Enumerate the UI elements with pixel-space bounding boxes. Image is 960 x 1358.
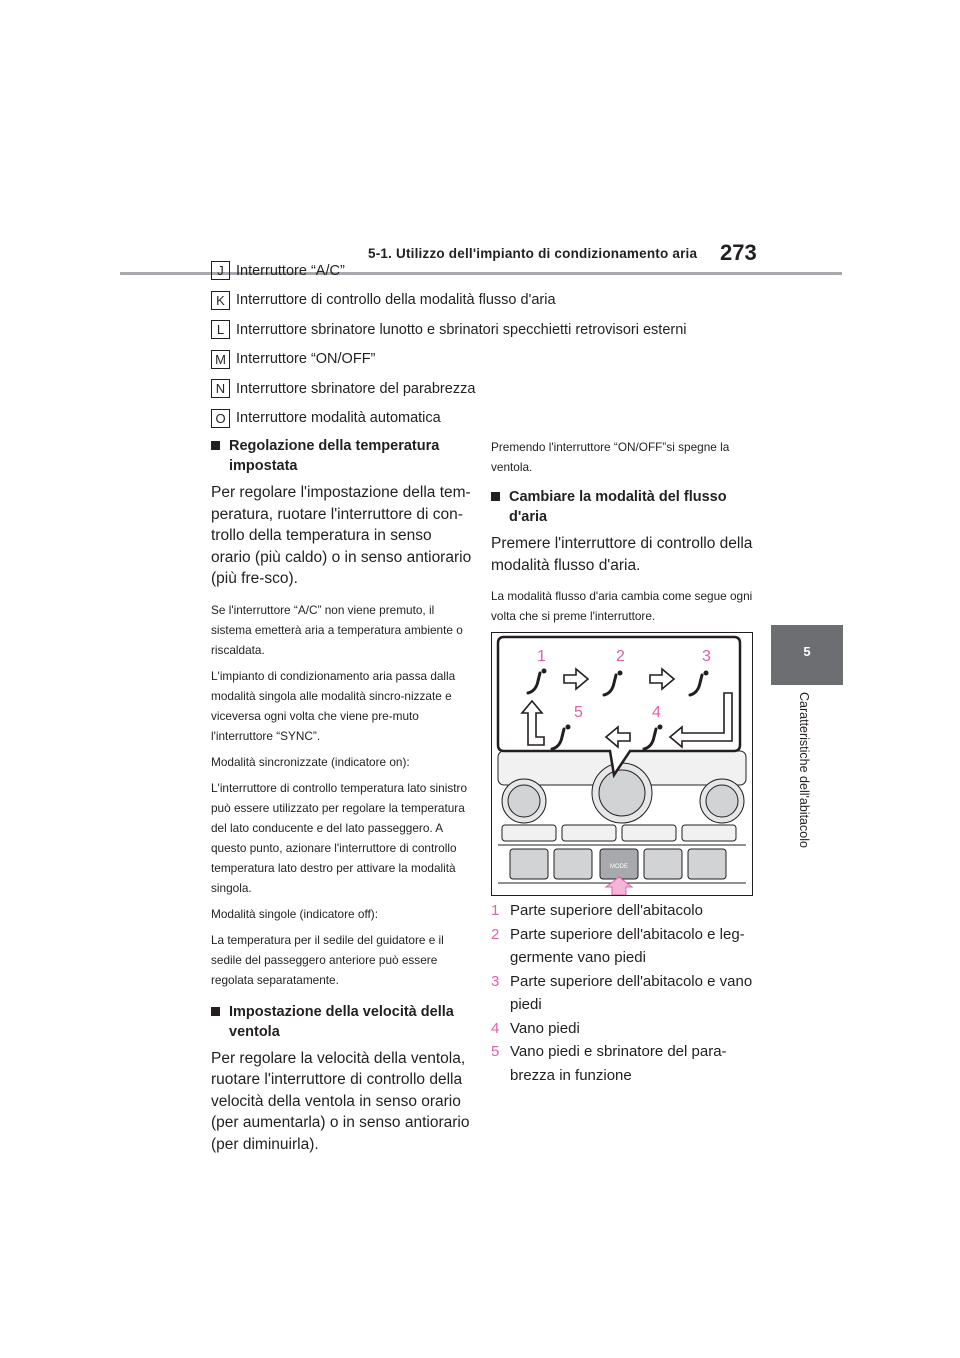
legend-text: Interruttore sbrinatore lunotto e sbrinatori specchietti retrovisori esterni <box>236 321 687 338</box>
square-bullet-icon <box>491 492 500 501</box>
list-item <box>491 970 753 1017</box>
legend-text: Interruttore “ON/OFF” <box>236 351 376 368</box>
list-number: 2 <box>491 925 500 943</box>
mode-number-1: 1 <box>537 648 546 665</box>
left-column <box>211 436 473 1165</box>
legend-item <box>211 404 687 434</box>
airflow-mode-heading <box>491 487 753 527</box>
temperature-body: Per regolare l'impostazione della tem-peratura, ruotare l'interruttore di con-trollo della temperatura in senso orario (più caldo) o in senso antiorario (più fre-sco). <box>211 484 472 587</box>
heading-text: Impostazione della velocità della ventola <box>229 1003 454 1040</box>
legend-key: L <box>211 320 230 339</box>
legend-key: N <box>211 379 230 398</box>
list-text: Parte superiore dell'abitacolo e leg-germente vano piedi <box>510 925 745 966</box>
fan-speed-heading <box>211 1002 473 1042</box>
note: Modalità sincronizzate (indicatore on): <box>211 754 410 769</box>
airflow-mode-body: Premere l'interruttore di controllo della modalità flusso d'aria. <box>491 535 753 574</box>
list-text: Parte superiore dell'abitacolo <box>510 902 703 919</box>
on-off-note: Premendo l'interruttore “ON/OFF”si spegne la ventola. <box>491 440 730 474</box>
airflow-mode-note: La modalità flusso d'aria cambia come segue ogni volta che si preme l'interruttore. <box>491 589 753 623</box>
list-text: Vano piedi <box>510 1019 580 1037</box>
note: L'impianto di condizionamento aria passa dalla modalità singola alle modalità sincro-nizzate e viceversa ogni volta che viene pre-muto l'interruttore “SYNC”. <box>211 668 456 743</box>
legend-item <box>211 286 687 316</box>
mode-number-3: 3 <box>702 648 711 665</box>
section-title: 5-1. Utilizzo dell'impianto di condizionamento aria <box>368 246 698 261</box>
square-bullet-icon <box>211 441 220 450</box>
pointer-arrow-icon <box>606 877 632 895</box>
legend-key: O <box>211 409 230 428</box>
temperature-heading <box>211 436 473 476</box>
list-text: Parte superiore dell'abitacolo e vano piedi <box>510 972 753 1013</box>
airflow-modes-list <box>491 899 753 1087</box>
list-item <box>491 923 753 970</box>
legend-text: Interruttore “A/C” <box>236 262 345 279</box>
legend-key: J <box>211 261 230 280</box>
legend-key: K <box>211 291 230 310</box>
mode-button-label: MODE <box>610 864 628 870</box>
square-bullet-icon <box>211 1007 220 1016</box>
chapter-label: Caratteristiche dell'abitacolo <box>797 692 811 848</box>
list-item <box>491 1040 753 1087</box>
mode-number-2: 2 <box>616 648 625 665</box>
mode-number-4: 4 <box>652 704 661 721</box>
legend-text: Interruttore sbrinatore del parabrezza <box>236 380 476 397</box>
list-number: 1 <box>491 902 500 919</box>
list-number: 3 <box>491 972 500 990</box>
list-item <box>491 1017 753 1041</box>
fan-speed-body: Per regolare la velocità della ventola, ruotare l'interruttore di controllo della velocità della ventola in senso orario (per aumentarla) o in senso antiorario (per diminuirla). <box>211 1049 470 1153</box>
list-item <box>491 899 753 923</box>
legend-key: M <box>211 350 230 369</box>
note: Modalità singole (indicatore off): <box>211 906 378 921</box>
climate-panel-illustration <box>492 633 752 895</box>
legend-item <box>211 374 687 404</box>
airflow-mode-figure <box>491 632 753 896</box>
list-number: 4 <box>491 1019 500 1037</box>
legend-list <box>211 256 687 433</box>
mode-number-5: 5 <box>574 704 583 721</box>
legend-text: Interruttore modalità automatica <box>236 410 441 427</box>
legend-item <box>211 315 687 345</box>
heading-text: Cambiare la modalità del flusso d'aria <box>509 489 727 525</box>
heading-text: Regolazione della temperatura impostata <box>229 438 440 474</box>
page-number: 273 <box>720 240 757 265</box>
note: Se l'interruttore “A/C” non viene premuto, il sistema emetterà aria a temperatura ambiente o riscaldata. <box>211 602 463 657</box>
right-column <box>491 437 753 1087</box>
chapter-tab: 5 <box>771 625 843 685</box>
note: L'interruttore di controllo temperatura lato sinistro può essere utilizzato per regolare la temperatura del lato conducente e del lato passeggero. A questo punto, azionare l'interruttore di controllo temperatura lato destro per attivare la modalità singola. <box>211 780 468 895</box>
legend-item <box>211 256 687 286</box>
legend-text: Interruttore di controllo della modalità flusso d'aria <box>236 292 556 309</box>
list-number: 5 <box>491 1043 500 1060</box>
note: La temperatura per il sedile del guidatore e il sedile del passeggero anteriore può essere regolata separatamente. <box>211 932 444 987</box>
legend-item <box>211 345 687 375</box>
list-text: Vano piedi e sbrinatore del para-brezza in funzione <box>510 1043 727 1084</box>
